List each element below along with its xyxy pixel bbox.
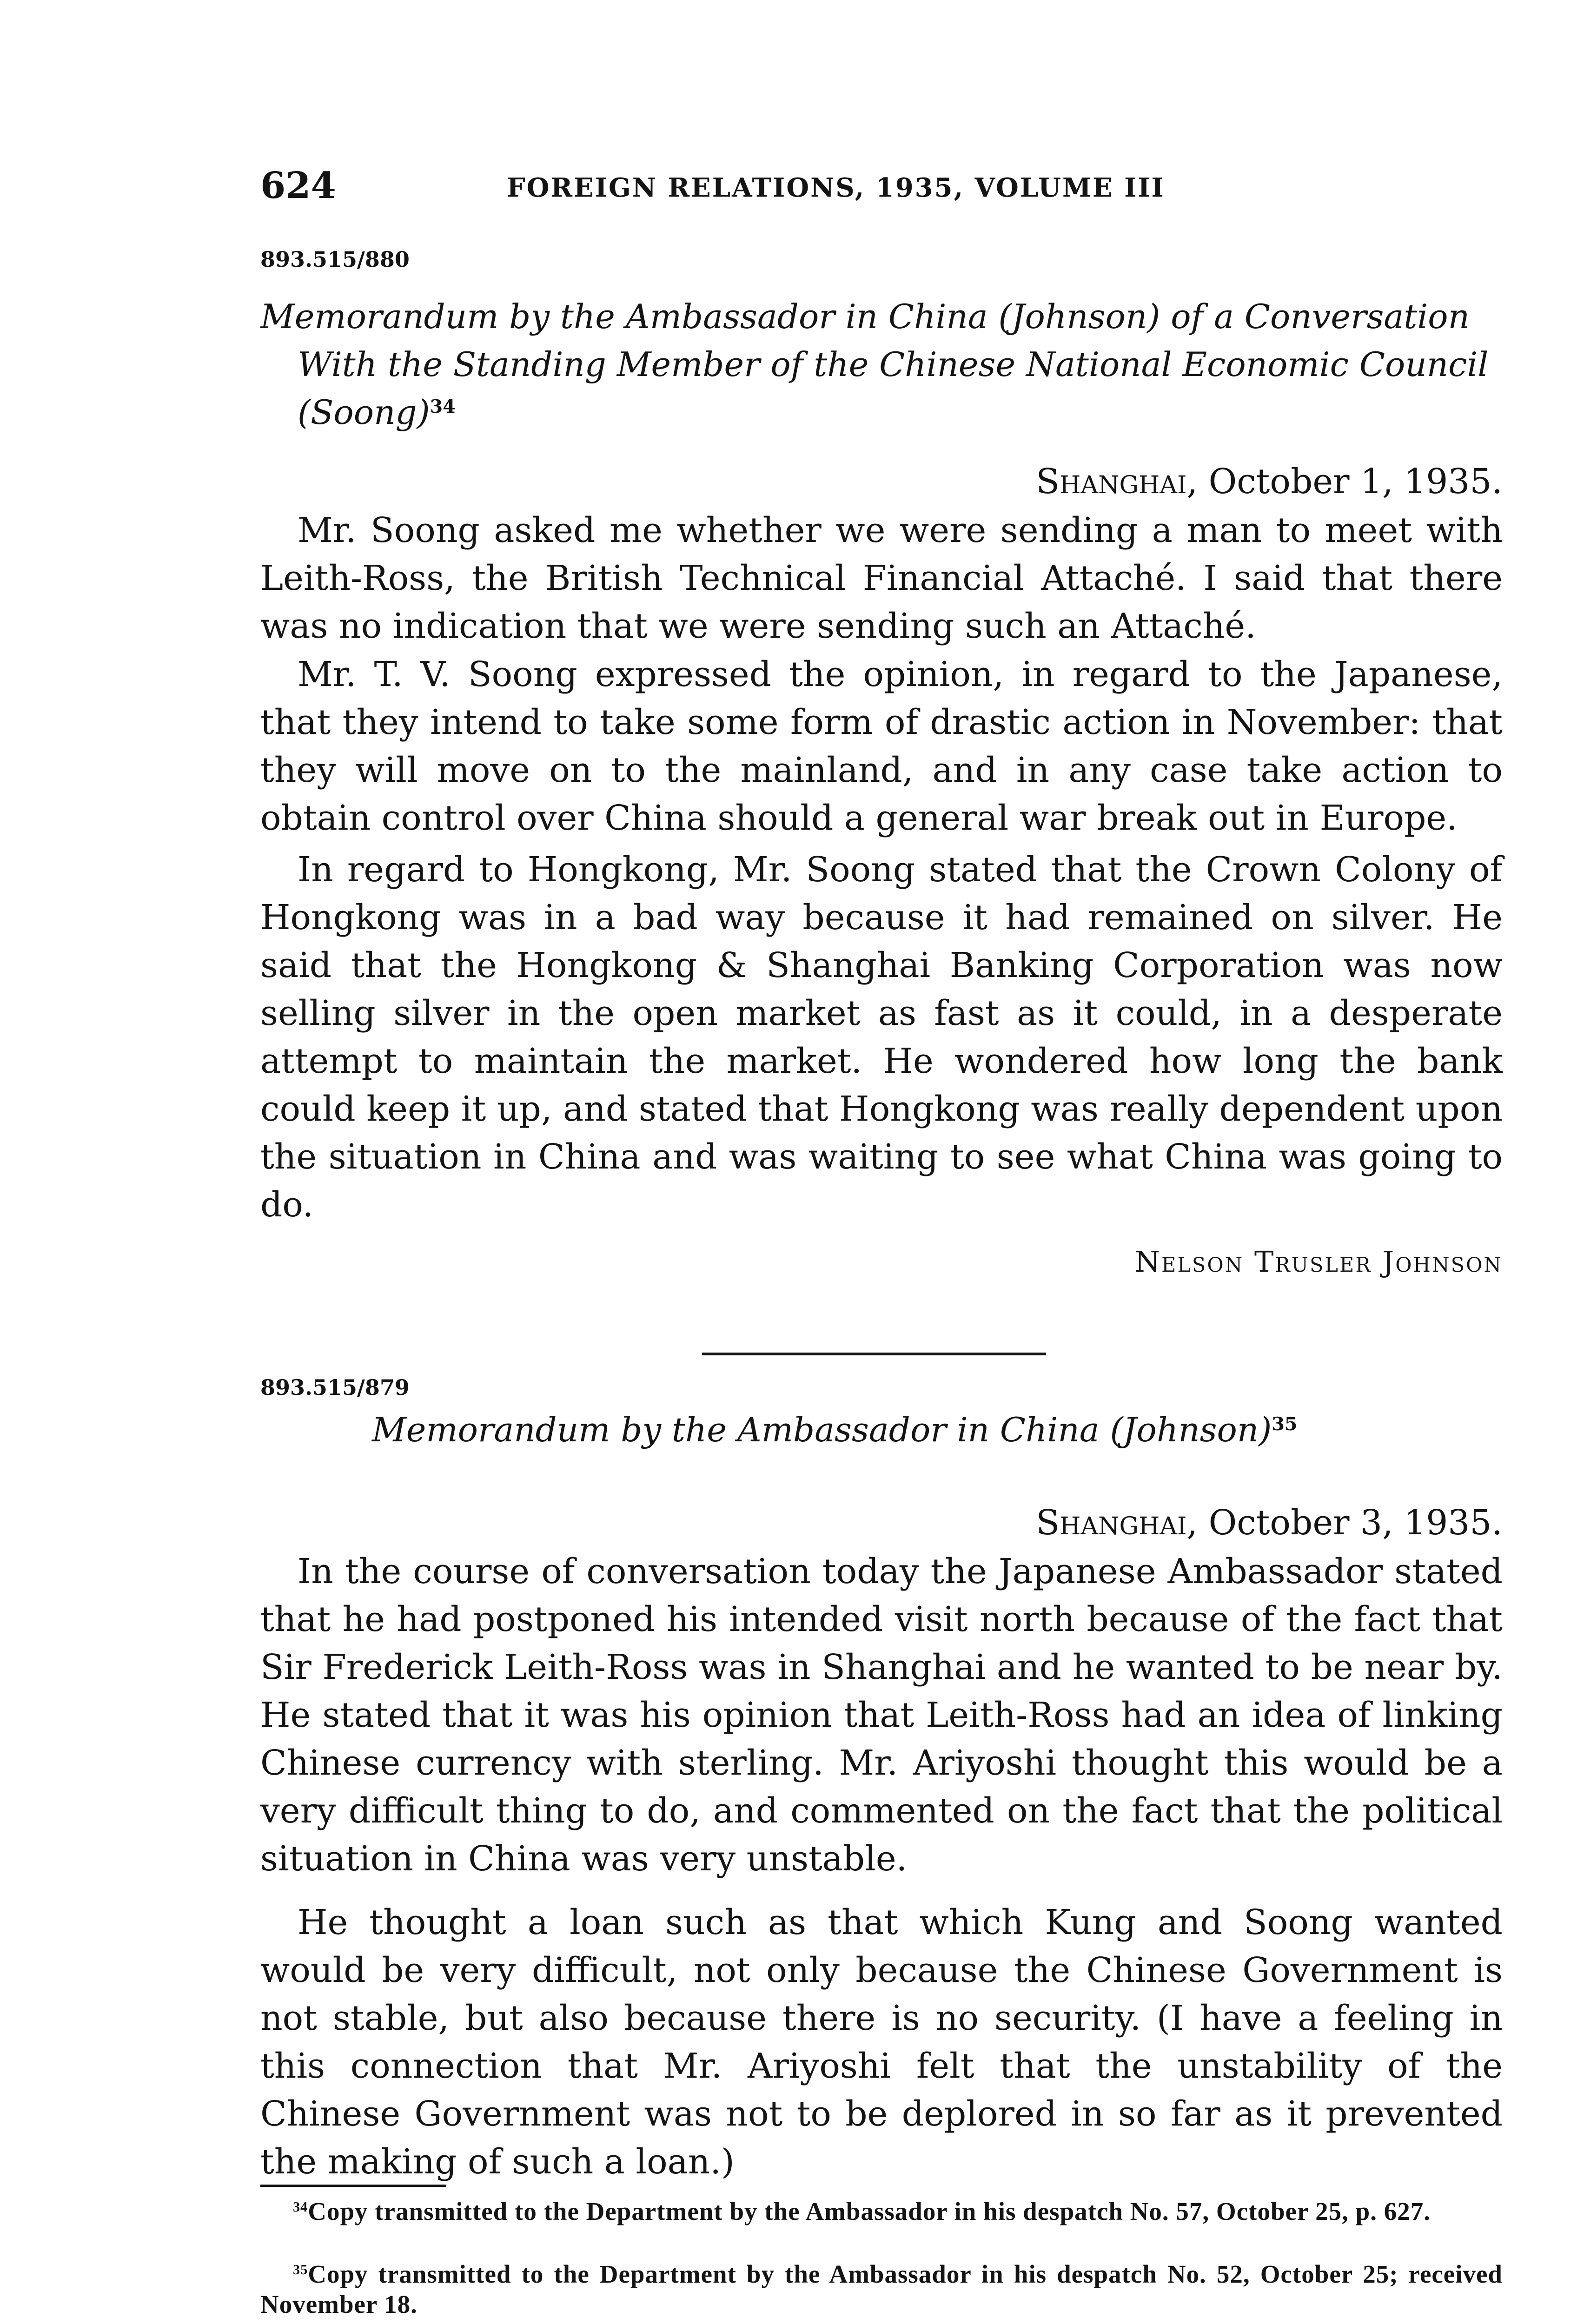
paragraph-1-1: Mr. Soong asked me whether we were sending a man to meet with Leith-Ross, the British Technical Financial Attaché. I said that there was no indication that we were sending such an Attaché. — [260, 510, 1503, 646]
running-head — [260, 160, 1506, 211]
file-number-1: 893.515/880 — [260, 247, 410, 272]
signature: Nelson Trusler Johnson — [1134, 1245, 1503, 1279]
section-separator — [702, 1353, 1046, 1355]
footnote-35-number: 35 — [293, 2261, 308, 2278]
footnote-35-text: Copy transmitted to the Department by the Ambassador in his despatch No. 52, October 25; received November 18. — [260, 2260, 1503, 2318]
footnote-35 — [260, 2259, 1503, 2319]
memorandum-heading-2 — [372, 1406, 1297, 1454]
place-date-1 — [1036, 458, 1503, 506]
footnote-34-text: Copy transmitted to the Department by the Ambassador in his despatch No. 57, October 25, p. 627. — [308, 2197, 1431, 2225]
page-number: 624 — [260, 165, 336, 207]
memorandum-heading-1 — [260, 293, 1503, 436]
date-1: October 1, 1935. — [1208, 462, 1503, 502]
memorandum-heading-2-text: Memorandum by the Ambassador in China (Johnson) — [372, 1410, 1272, 1449]
footnote-ref-35: 35 — [1272, 1413, 1298, 1435]
paragraph-2-2: He thought a loan such as that which Kung and Soong wanted would be very difficult, not only because the Chinese Government is not stable, but also because there is no security. (I have a feeling in this connection that Mr. Ariyoshi felt that the unstability of the Chinese Government was not to be deplored in so far as it prevented the making of such a loan.) — [260, 1902, 1503, 2182]
footnote-34-number: 34 — [293, 2199, 308, 2215]
running-title: FOREIGN RELATIONS, 1935, VOLUME III — [507, 172, 1165, 203]
place-date-2 — [1036, 1499, 1503, 1547]
date-2: October 3, 1935. — [1208, 1503, 1503, 1543]
memorandum-heading-1-text: Memorandum by the Ambassador in China (Johnson) of a Conversation With the Standing Member of the Chinese National Economic Council (Soong) — [260, 297, 1489, 432]
file-number-2: 893.515/879 — [260, 1375, 410, 1400]
paragraph-1-3: In regard to Hongkong, Mr. Soong stated that the Crown Colony of Hongkong was in a bad way because it had remained on silver. He said that the Hongkong & Shanghai Banking Corporation was now selling silver in the open market as fast as it could, in a desperate attempt to maintain the market. He wondered how long the bank could keep it up, and stated that Hongkong was really dependent upon the situation in China and was waiting to see what China was going to do. — [260, 850, 1503, 1225]
place-2: Shanghai, — [1036, 1503, 1198, 1543]
footnote-34 — [260, 2196, 1503, 2226]
place-1: Shanghai, — [1036, 462, 1198, 502]
footnote-rule — [260, 2185, 446, 2187]
footnote-ref-34: 34 — [430, 396, 456, 418]
paragraph-1-2: Mr. T. V. Soong expressed the opinion, in regard to the Japanese, that they intend to take some form of drastic action in November: that they will move on to the mainland, and in any case take action to obtain control over China should a general war break out in Europe. — [260, 654, 1503, 838]
paragraph-2-1: In the course of conversation today the Japanese Ambassador stated that he had postponed his intended visit north because of the fact that Sir Frederick Leith-Ross was in Shanghai and he wanted to be near by. He stated that it was his opinion that Leith-Ross had an idea of linking Chinese currency with sterling. Mr. Ariyoshi thought this would be a very difficult thing to do, and commented on the fact that the political situation in China was very unstable. — [260, 1552, 1503, 1879]
